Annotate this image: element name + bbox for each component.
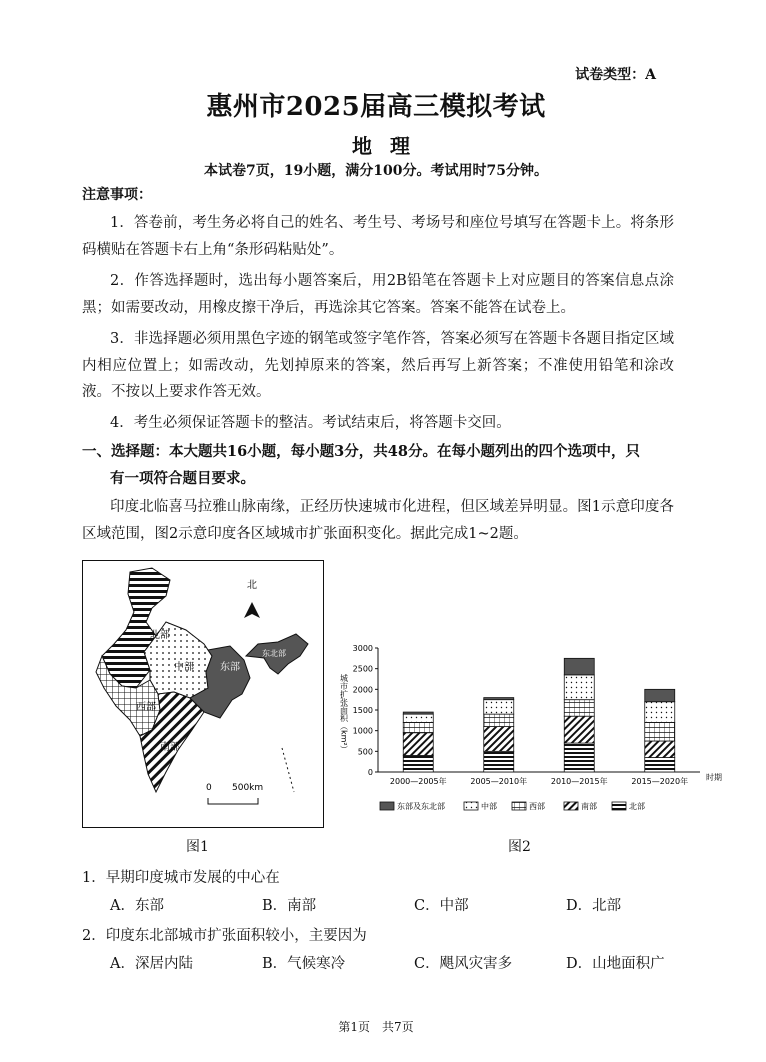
figure2-chart-svg — [334, 640, 720, 840]
legend-label: 东部及东北部 — [397, 802, 445, 811]
subject-title: 地理 — [352, 134, 428, 158]
q1-option-d[interactable]: D．北部 — [566, 898, 622, 914]
label-south: 南部 — [160, 742, 180, 753]
chart-x-axis-label: 时期 — [706, 773, 722, 782]
bar-segment — [564, 675, 594, 700]
question-2-text: 印度东北部城市扩张面积较小，主要因为 — [105, 928, 367, 944]
scale-label: 500km — [232, 783, 264, 793]
bar-segment — [403, 714, 433, 722]
figure2-caption: 图2 — [508, 839, 531, 855]
chart-y-label: 城市扩张面积（km²） — [339, 674, 349, 754]
label-west: 西部 — [136, 702, 156, 713]
chart-bars — [403, 658, 675, 772]
question-1-stem — [82, 866, 280, 887]
section-heading-line1: 一、选择题：本大题共16小题，每小题3分，共48分。在每小题列出的四个选项中，只 — [82, 443, 640, 460]
note-item-3: 3．非选择题必须用黑色字迹的钢笔或签字笔作答，答案必须写在答题卡各题目指定区域内相应位置上；如需改动，先划掉原来的答案，然后再写上新答案；不准使用铅笔和涂改液。不按以上要求作答无效。 — [82, 331, 674, 400]
bar-segment — [645, 689, 675, 701]
figure1-caption: 图1 — [186, 839, 209, 855]
y-tick-label: 2500 — [352, 664, 373, 674]
y-tick-label: 2000 — [352, 685, 373, 695]
y-tick-label: 500 — [357, 747, 373, 757]
x-tick-label: 2000—2005年 — [389, 777, 447, 786]
legend-label: 西部 — [529, 802, 545, 811]
section-heading — [82, 438, 674, 492]
bar-segment — [403, 712, 433, 714]
q2-option-c[interactable]: C．飓风灾害多 — [414, 956, 513, 972]
q2-option-d[interactable]: D．山地面积广 — [566, 956, 665, 972]
india-map-svg — [82, 560, 324, 828]
legend-swatch — [612, 802, 626, 810]
legend-label: 南部 — [581, 802, 597, 811]
x-tick-label: 2015—2020年 — [631, 777, 689, 786]
bar-segment — [403, 733, 433, 756]
bar-segment — [564, 658, 594, 675]
bar-segment — [645, 741, 675, 758]
x-tick-label: 2005—2010年 — [470, 777, 528, 786]
question-1-number: 1． — [82, 870, 106, 886]
paper-type-label: 试卷类型：A — [575, 67, 656, 83]
note-item-4: 4．考生必须保证答题卡的整洁。考试结束后，将答题卡交回。 — [110, 415, 511, 431]
figure2-chart — [334, 640, 720, 840]
label-northeast: 东北部 — [262, 649, 286, 658]
exam-info: 本试卷7页，19小题，满分100分。考试用时75分钟。 — [204, 163, 548, 179]
y-tick-label: 3000 — [352, 644, 373, 653]
bar-segment — [484, 714, 514, 726]
legend-label: 中部 — [481, 802, 497, 811]
scale-zero: 0 — [206, 783, 212, 793]
q2-option-a[interactable]: A．深居内陆 — [110, 956, 193, 972]
note-item-1: 1．答卷前，考生务必将自己的姓名、考生号、考场号和座位号填写在答题卡上。将条形码横贴在答题卡右上角“条形码粘贴处”。 — [82, 215, 674, 258]
chart-x-tick-labels — [390, 776, 688, 786]
note-item-2: 2．作答选择题时，选出每小题答案后，用2B铅笔在答题卡上对应题目的答案信息点涂黑；如需要改动，用橡皮擦干净后，再选涂其它答案。答案不能答在试卷上。 — [82, 273, 674, 316]
bar-segment — [564, 700, 594, 717]
label-north: 北部 — [150, 630, 170, 641]
question-2-number: 2． — [82, 928, 106, 944]
bar-segment — [645, 702, 675, 723]
bar-segment — [645, 722, 675, 741]
bar-segment — [484, 700, 514, 714]
bar-segment — [484, 698, 514, 700]
question-1-text: 早期印度城市发展的中心在 — [105, 870, 280, 886]
legend-swatch — [380, 802, 394, 810]
x-tick-label: 2010—2015年 — [550, 777, 608, 786]
q1-option-a[interactable]: A．东部 — [110, 898, 164, 914]
north-label: 北 — [247, 580, 257, 591]
chart-legend — [380, 801, 645, 811]
label-east: 东部 — [220, 662, 240, 673]
legend-label: 北部 — [629, 802, 645, 811]
bar-segment — [645, 758, 675, 772]
legend-swatch — [512, 802, 526, 810]
bar-segment — [484, 727, 514, 752]
figure1-map — [82, 560, 324, 828]
bar-segment — [564, 716, 594, 743]
section-heading-line2: 有一项符合题目要求。 — [110, 470, 255, 487]
legend-swatch — [564, 802, 578, 810]
y-tick-label: 0 — [367, 768, 373, 777]
bar-segment — [403, 722, 433, 732]
q2-option-b[interactable]: B．气候寒冷 — [262, 956, 346, 972]
label-central: 中部 — [174, 662, 194, 673]
notes-heading: 注意事项： — [82, 187, 152, 203]
page-footer: 第1页 共7页 — [338, 1020, 414, 1034]
bar-segment — [403, 755, 433, 772]
bar-segment — [564, 743, 594, 772]
section-intro: 印度北临喜马拉雅山脉南缘，正经历快速城市化进程，但区域差异明显。图1示意印度各区域范围，图2示意印度各区域城市扩张面积变化。据此完成1~2题。 — [82, 499, 674, 542]
q1-option-b[interactable]: B．南部 — [262, 898, 317, 914]
q1-option-c[interactable]: C．中部 — [414, 898, 469, 914]
y-tick-label: 1500 — [352, 706, 373, 715]
legend-swatch — [464, 802, 478, 810]
question-2-stem — [82, 924, 367, 945]
y-tick-label: 1000 — [352, 726, 373, 736]
bar-segment — [484, 751, 514, 772]
exam-title: 惠州市2025届高三模拟考试 — [206, 92, 546, 122]
